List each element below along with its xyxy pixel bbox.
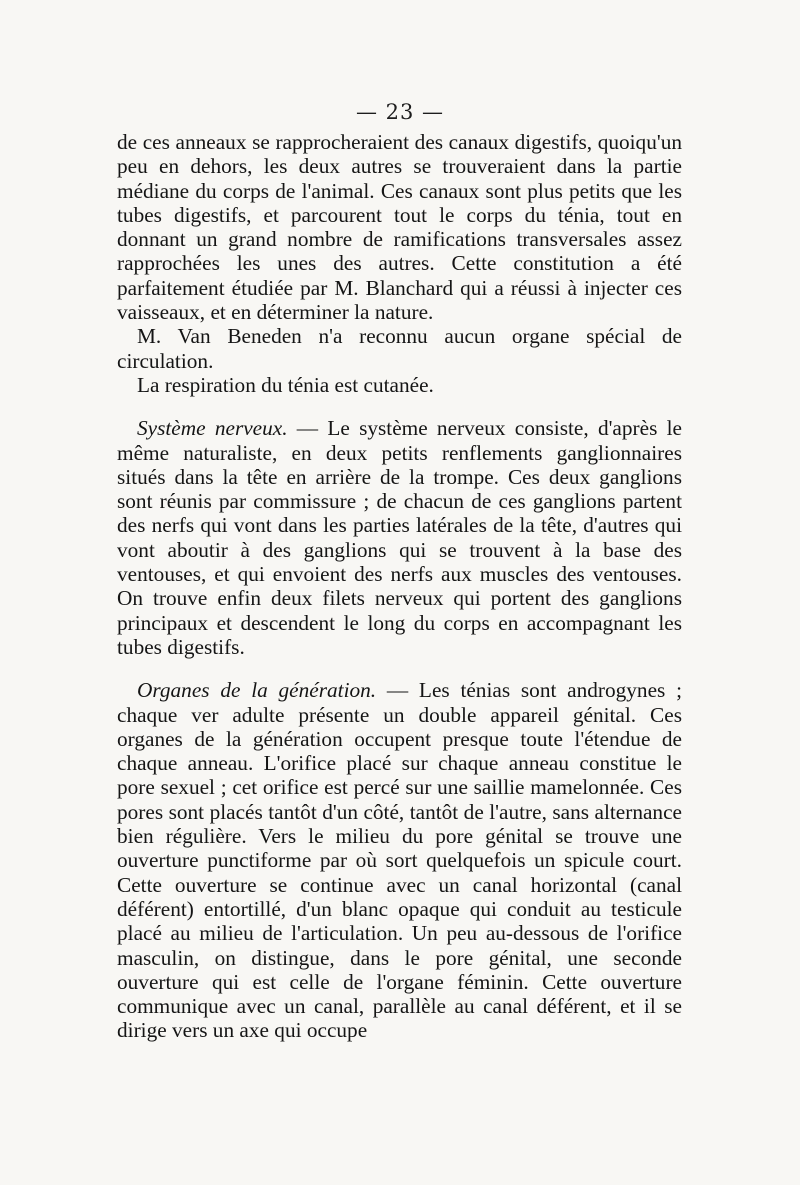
paragraph-5: [117, 678, 682, 1042]
body-text: [117, 130, 682, 1043]
page-number: — 23 —: [355, 100, 445, 124]
paragraph-4: [117, 416, 682, 659]
paragraph-5-text: — Les ténias sont androgynes ; chaque ver adulte présente un double appareil génital. Ces organes de la génération occupent presque toute l'étendue de chaque anneau. L'orifice placé sur chaque anneau constitue le pore sexuel ; cet orifice est percé sur une saillie mamelonnée. Ces pores sont placés tantôt d'un côté, tantôt de l'autre, sans alternance bien régulière. Vers le milieu du pore génital se trouve une ouverture punctiforme par où sort quelquefois un spicule court. Cette ouverture se continue avec un canal horizontal (canal déférent) entortillé, d'un blanc opaque qui conduit au testicule placé au milieu de l'articulation. Un peu au-dessous de l'orifice masculin, on distingue, dans le pore génital, une seconde ouverture qui est celle de l'organe féminin. Cette ouverture communique avec un canal, parallèle au canal déférent, et il se dirige vers un axe qui occupe: [117, 678, 682, 1043]
paragraph-2: [117, 324, 682, 373]
paragraph-2-text: M. Van Beneden n'a reconnu aucun organe spécial de circulation.: [117, 324, 682, 373]
paragraph-1: [117, 130, 682, 324]
paragraph-1-text: de ces anneaux se rapprocheraient des canaux digestifs, quoiqu'un peu en dehors, les deux autres se trouveraient dans la partie médiane du corps de l'animal. Ces canaux sont plus petits que les tubes digestifs, et parcourent tout le corps du ténia, tout en donnant un grand nombre de ramifications transversales assez rapprochées les unes des autres. Cette constitution a été parfaitement étudiée par M. Blanchard qui a réussi à injecter ces vaisseaux, et en déterminer la nature.: [117, 130, 682, 325]
section-heading-nervous-system: Système nerveux.: [137, 416, 288, 441]
paragraph-3: [117, 373, 682, 397]
section-heading-reproductive-organs: Organes de la génération.: [137, 678, 377, 703]
paragraph-4-text: — Le système nerveux consiste, d'après le même naturaliste, en deux petits renflements ganglionnaires situés dans la tête en arrière de la trompe. Ces deux ganglions sont réunis par commissure ; de chacun de ces ganglions partent des nerfs qui vont dans les parties latérales de la tête, d'autres qui vont aboutir à des ganglions qui se trouvent à la base des ventouses, et qui envoient des nerfs aux muscles des ventouses. On trouve enfin deux filets nerveux qui portent des ganglions principaux et descendent le long du corps en accompagnant les tubes digestifs.: [117, 416, 682, 659]
paragraph-3-text: La respiration du ténia est cutanée.: [137, 372, 434, 397]
